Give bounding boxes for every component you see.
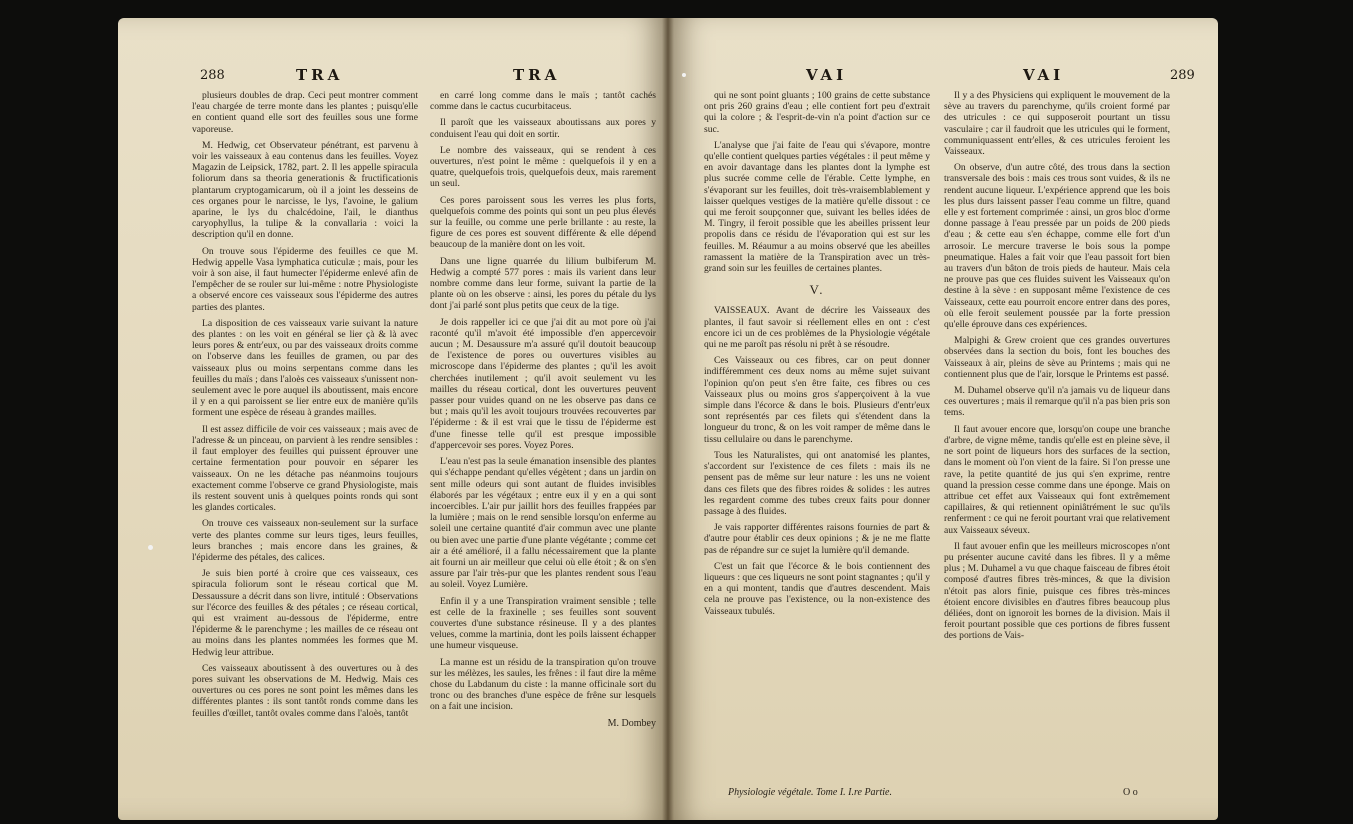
paragraph: Il paroît que les vaisseaux aboutissans aux pores y conduisent l'eau qui doit en sortir.: [430, 117, 656, 140]
paragraph: Dans une ligne quarrée du lilium bulbiferum M. Hedwig a compté 577 pores : mais ils varient dans leur nombre comme dans leur forme, suivant la partie de la plante où on les observe : ainsi, les pores du pétale du lys dont j'ai parlé sont plus petits que ceux de la tige.: [430, 255, 656, 312]
paragraph: M. Hedwig, cet Observateur pénétrant, est parvenu à voir les vaisseaux à eau contenus dans les feuilles. Voyez Magazin de Leipsick, 1782, part. 2. Il les appelle spiracula foliorum dans sa theoria generationis & fructificationis plantarum cryptogamicarum, où il a joint les desseins de ces organes pour le narcisse, le lys, l'avoine, le galium aparine, le lys du chalcédoine, l'ail, le dianthus caryophyllus, la tulipe & la convallaria : voici la description qu'il en donne.: [192, 139, 418, 241]
paragraph: Le nombre des vaisseaux, qui se rendent à ces ouvertures, n'est point le même : quelquefois il y en a quatre, quelquefois trois, quelquefois deux, mais rarement un seul.: [430, 144, 656, 190]
paragraph: Je dois rappeller ici ce que j'ai dit au mot pore où j'ai raconté qu'il m'avoit été impossible d'en appercevoir aucun ; M. Desaussure m'a assuré qu'il doutoit beaucoup de l'existence de pores ou ouvertures visibles au microscope dans l'épiderme des plantes ; qu'il les avoit cherchées inutilement ; qu'il avoit seulement vu les mailles du réseau cortical, dont les ouvertures peuvent passer pour vuides quand on ne les observe pas dans ce but ; mais qu'il les avoit toujours trouvées recouvertes par l'épiderme : & il est vrai que le tissu de l'épiderme est d'une finesse telle qu'il est presque impossible d'appercevoir ses pores. Voyez Pores.: [430, 316, 656, 451]
paragraph: La manne est un résidu de la transpiration qu'on trouve sur les mélèzes, les saules, les frênes : il faut dire la même chose du Labdanum du ciste : la manne officinale sort du tronc ou des branches d'une espèce de frêne sur lesquels on a fait une incision.: [430, 656, 656, 713]
paragraph: La disposition de ces vaisseaux varie suivant la nature des plantes : on les voit en général se lier çà & là avec leurs pores & entr'eux, ou par des vaisseaux droits comme on l'observe dans les feuilles de gramen, ou par des vaisseaux plus ou moins serpentans comme dans les feuilles du maïs ; dans l'aloès ces vaisseaux s'unissent non-seulement avec le pore auquel ils aboutissent, mais encore il y en a qui paroissent se lier entre eux de manière qu'ils forment une espèce de réseau à grandes mailles.: [192, 317, 418, 419]
running-header-right: TRA: [513, 66, 561, 84]
running-header-left: VAI: [806, 66, 848, 84]
paragraph: Ces vaisseaux aboutissent à des ouvertures ou à des pores suivant les observations de M. Hedwig. Mais ces ouvertures ou ces pores ne sont point les mêmes dans les différentes plantes : ils sont tantôt ronds comme dans les feuilles d'œillet, tantôt ovales comme dans l'aloès, tantôt: [192, 662, 418, 719]
left-page-column-1: [192, 90, 418, 724]
paragraph: Je vais rapporter différentes raisons fournies de part & d'autre pour établir ces deux opinions ; & je ne me flatte pas de répandre sur ce sujet la lumière qu'il demande.: [704, 522, 930, 556]
paragraph: Tous les Naturalistes, qui ont anatomisé les plantes, s'accordent sur l'existence de ces filets : mais ils ne pensent pas de même sur leur nature : les uns ne voient dans ces filets que des fibres roides & solides : les autres les regardent comme des tubes creux faits pour donner passage à des fluides.: [704, 449, 930, 517]
page-hole-mark: [682, 73, 686, 77]
paragraph: On observe, d'un autre côté, des trous dans la section transversale des bois : mais ces trous sont vuides, & ils ne rendent aucune liqueur. L'expérience apprend que les bois les plus durs laissent passer l'eau comme un filtre, quand elle y est fortement comprimée : ainsi, un gros bloc d'orme donne passage à l'eau pressée par un poids de 200 pieds d'eau ; & cette eau s'en échappe, comme elle fort d'un arrosoir. Le mercure traverse le bois sous la pompe pneumatique. Hales a fait voir que l'eau passoit fort bien au travers d'un bâton de trois pieds de hauteur. Mais cela ne prouve pas que ces fluides suivent les Vaisseaux qu'on destine à la sève : en supposant même l'existence de ces Vaisseaux, cette eau pourroit encore entrer dans des pores, où elle feroit seulement poussée par la forte pression qu'elle éprouve dans ces expériences.: [944, 162, 1170, 331]
paragraph: Ces Vaisseaux ou ces fibres, car on peut donner indifféremment ces deux noms au même sujet suivant l'opinion qu'on peut s'en être faite, ces fibres ou ces Vaisseaux plus ou moins gros s'apperçoivent à la vue simple dans l'écorce & dans le bois. Plusieurs d'entr'eux sont représentés par ces filets qui s'étendent dans la longueur du tronc, & on les voit ramper de même dans le tissu cellulaire ou dans le parenchyme.: [704, 355, 930, 445]
signature-mark: O o: [1123, 787, 1138, 798]
paragraph: Il faut avouer encore que, lorsqu'on coupe une branche d'arbre, de vigne même, tandis qu'elle est en pleine sève, il ne sort point de liqueurs hors des surfaces de la section, dans le moment où l'on vient de la faire. Si l'on presse une rave, la petite quantité de jus qui s'en exprime, rentre quand la pression cesse comme dans une éponge. Mais on attribue cet effet aux Vaisseaux qui font extrêmement capillaires, & qui retiennent opiniâtrément le suc qu'ils renferment : ce qui ne feroit pourtant vrai que relativement aux Vaisseaux séveux.: [944, 423, 1170, 536]
open-book: [118, 18, 1218, 820]
paragraph: C'est un fait que l'écorce & le bois contiennent des liqueurs : que ces liqueurs ne sont point stagnantes ; qu'il y en a qui montent, tandis que d'autres descendent. Mais cela ne prouve pas l'existence, ou la non-existence des Vaisseaux tubulés.: [704, 560, 930, 617]
paragraph: plusieurs doubles de drap. Ceci peut montrer comment l'eau chargée de terre monte dans les plantes ; puisqu'elle en contient quand elle sort des feuilles sous une forme vaporeuse.: [192, 90, 418, 135]
footer-note: Physiologie végétale. Tome I. I.re Partie.: [728, 787, 892, 798]
page-hole-mark: [148, 545, 153, 550]
paragraph: On trouve ces vaisseaux non-seulement sur la surface verte des plantes comme sur leurs tiges, leurs feuilles, leurs branches ; mais encore dans les graines, & l'épiderme des pétales, des calices.: [192, 518, 418, 563]
right-page-column-2: [944, 90, 1170, 647]
paragraph: Malpighi & Grew croient que ces grandes ouvertures observées dans la section du bois, font les bouches des Vaisseaux à air, pleins de sève au Printems ; mais qui ne contiennent plus que de l'air, lorsque le Printems est passé.: [944, 335, 1170, 380]
paragraph: L'eau n'est pas la seule émanation insensible des plantes qui s'échappe pendant qu'elles végètent ; dans un jardin on sent mille odeurs qui sont autant de fluides invisibles élaborés par les végétaux ; entre eux il y en a qui sont incoercibles. L'air pur jaillit hors des feuilles frappées par la lumière ; mais on le rend sensible lorsqu'on enferme au soleil une certaine quantité d'air commun avec une plante ou bien avec une partie d'une plante végétante ; comme cet air a été amélioré, il a fallu nécessairement que la plante ait fourni un air meilleur que celui où elle étoit ; & on s'en assure par l'air très-pur que les plantes rendent sous l'eau au soleil. Voyez Lumière.: [430, 456, 657, 591]
paragraph: Enfin il y a une Transpiration vraiment sensible ; telle est celle de la fraxinelle ; ses feuilles sont souvent couvertes d'une substance résineuse. Il y a des plantes velues, comme la martinia, dont les poils laissent échapper une humeur visqueuse.: [430, 595, 656, 652]
section-heading: V.: [809, 282, 825, 298]
paragraph: Il faut avouer enfin que les meilleurs microscopes n'ont pu présenter aucune cavité dans les fibres. Il y a même plus ; M. Duhamel a vu que chaque faisceau de fibres étoit composé d'autres fibres très-minces, & que la division n'étoit pas alors finie, puisque ces fibres très-minces étoient encore divisibles en d'autres fibres beaucoup plus déliées, dont on ignoroit les bornes de la division. Mais il feroit pourtant possible que ces portions de fibres fussent des portions de Vais-: [944, 540, 1170, 642]
left-page: [118, 18, 668, 820]
paragraph: en carré long comme dans le maïs ; tantôt cachés comme dans le cactus cucurbitaceus.: [430, 90, 656, 113]
page-number: 288: [200, 68, 225, 83]
book-gutter: [662, 18, 674, 820]
right-page-column-1: [704, 90, 930, 622]
paragraph: Il y a des Physiciens qui expliquent le mouvement de la sève au travers du parenchyme, qu'ils croient formé par des utricules : ce qui supposeroit pourtant un tissu vasculaire ; car il faudroit que les utricules qui le forment, communiquassent entr'elles, & ces utricules feroient les Vaisseaux.: [944, 90, 1170, 158]
author-signature: M. Dombey: [607, 717, 656, 729]
paragraph: L'analyse que j'ai faite de l'eau qui s'évapore, montre qu'elle contient quelques parties végétales : il peut même y en avoir davantage dans les plantes dont la lymphe est plus sucrée comme celle de l'érable. Cette lymphe, en s'évaporant sur les feuilles, doit très-vraisemblablement y laisser quelques vestiges de la matière qu'elle dissout : ce qui me feroit soupçonner que, suivant les belles idées de M. Tingry, il feroit possible que les abeilles prissent leur propolis dans ce résidu de l'évaporation qui est sur les feuilles. M. Réaumur a au moins observé que les abeilles ramassent la matière de la Transpiration avec un très-grand soin sur les feuilles de certaines plantes.: [704, 139, 930, 275]
paragraph: VAISSEAUX. Avant de décrire les Vaisseaux des plantes, il faut savoir si réellement elles en ont : c'est encore ici un de ces problèmes de la Physiologie végétale qui ne me paroît pas résolu ni prêt à se résoudre.: [704, 305, 930, 351]
left-page-column-2: [430, 90, 656, 729]
paragraph: Je suis bien porté à croire que ces vaisseaux, ces spiracula foliorum sont le réseau cortical que M. Dessaussure a décrit dans son livre, intitulé : Observations sur l'écorce des feuilles & des pétales ; ce réseau cortical, qui est vraiment au-dessous de l'épiderme, entre l'épiderme & le parenchyme ; les mailles de ce réseau ont au moins dans les plantes nommées les formes que M. Hedwig leur attribue.: [192, 568, 418, 658]
running-header-left: TRA: [296, 66, 344, 84]
paragraph: qui ne sont point gluants ; 100 grains de cette substance ont pris 260 grains d'eau ; elle contient fort peu d'extrait qui la colore ; & l'esprit-de-vin n'a point d'action sur ce suc.: [704, 90, 930, 135]
paragraph: Ces pores paroissent sous les verres les plus forts, quelquefois comme des points qui sont un peu plus élevés sur la feuille, ou comme une perle brillante : au reste, la figure de ces pores est souvent différente & elle dépend beaucoup de la manière dont on les voit.: [430, 194, 656, 251]
running-header-right: VAI: [1023, 66, 1065, 84]
page-number: 289: [1170, 68, 1195, 83]
paragraph: On trouve sous l'épiderme des feuilles ce que M. Hedwig appelle Vasa lymphatica cuticulæ ; mais, pour les voir à son aise, il faut humecter l'épiderme enlevé afin de l'empêcher de se rouler sur lui-même : notre Physiologiste a observé encore ces vaisseaux sous l'épiderme des autres parties des plantes.: [192, 245, 418, 313]
paragraph: M. Duhamel observe qu'il n'a jamais vu de liqueur dans ces ouvertures ; mais il remarque qu'il n'a pas bien pris son tems.: [944, 385, 1170, 419]
paragraph: Il est assez difficile de voir ces vaisseaux ; mais avec de l'adresse & un pinceau, on parvient à les rendre sensibles : il faut employer des feuilles qui puissent éprouver une certaine fermentation pour pouvoir en séparer les vaisseaux. On ne les détache pas néanmoins toujours exactement comme l'observe ce grand Physiologiste, mais ils restent souvent unis à quelques points ronds qui sont les glandes corticales.: [192, 423, 418, 514]
right-page: [668, 18, 1218, 820]
